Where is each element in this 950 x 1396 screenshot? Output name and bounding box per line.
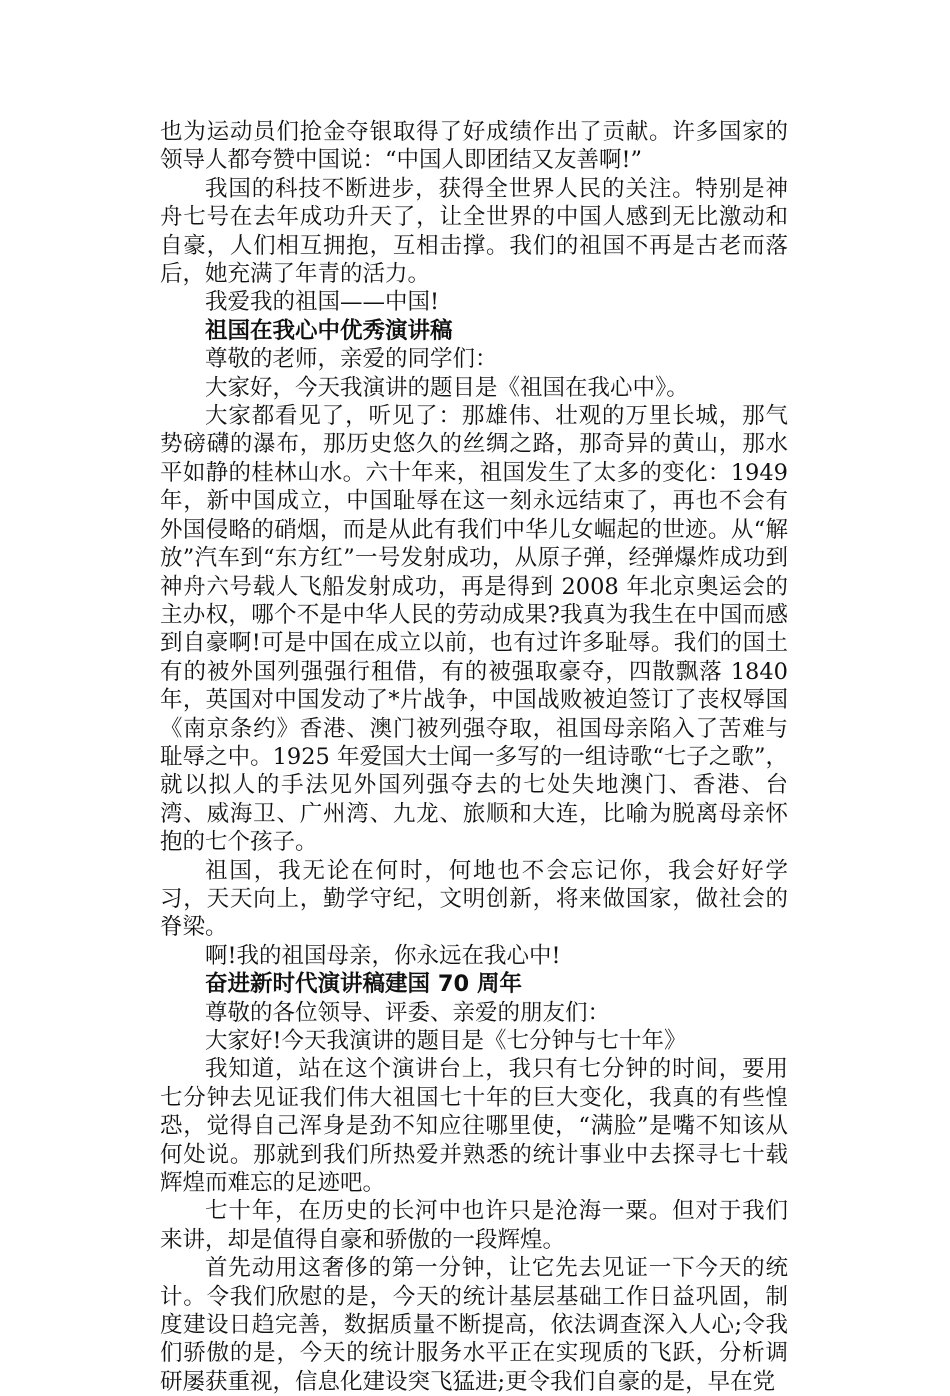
section-heading-new-era-speech: 奋进新时代演讲稿建国 70 周年 [205,971,522,998]
paragraph-never-forget: 祖国，我无论在何时，何地也不会忘记你，我会好好学习，天天向上，勤学守纪，文明创新，将来做国家，做社会的脊梁。 [160,857,788,941]
paragraph-seventy-years: 七十年，在历史的长河中也许只是沧海一粟。但对于我们来讲，却是值得自豪和骄傲的一段辉煌。 [160,1198,788,1253]
document-body [160,118,788,1396]
paragraph-technology: 我国的科技不断进步，获得全世界人民的关注。特别是神舟七号在去年成功升天了，让全世界的中国人感到无比激动和自豪，人们相互拥抱，互相击撑。我们的祖国不再是古老而落后，她充满了年青的活力。 [160,175,788,288]
paragraph-salutation-leaders: 尊敬的各位领导、评委、亲爱的朋友们： [205,999,611,1026]
paragraph-continuation: 也为运动员们抢金夺银取得了好成绩作出了贡献。许多国家的领导人都夸赞中国说：“中国人即团结又友善啊!” [160,119,788,174]
paragraph-first-minute: 首先动用这奢侈的第一分钟，让它先去见证一下今天的统计。令我们欣慰的是，今天的统计基层基础工作日益巩固，制度建设日趋完善，数据质量不断提高，依法调查深入人心;令我们骄傲的是，今天的统计服务水平正在实现质的飞跃，分析调研屡获重视，信息化建设突飞猛进;更令我们自豪的是，早在党 [160,1255,788,1395]
paragraph-seven-minutes: 我知道，站在这个演讲台上，我只有七分钟的时间，要用七分钟去见证我们伟大祖国七十年的巨大变化，我真的有些惶恐，觉得自己浑身是劲不知应往哪里使，“满脸”是嘴不知该从何处说。那就到我们所热爱并熟悉的统计事业中去探寻七十载辉煌而难忘的足迹吧。 [160,1056,788,1197]
paragraph-history: 大家都看见了，听见了：那雄伟、壮观的万里长城，那气势磅礴的瀑布，那历史悠久的丝绸之路，那奇异的黄山，那水平如静的桂林山水。六十年来，祖国发生了太多的变化：1949 年，新中国成立，中国耻辱在这一刻永远结束了，再也不会有外国侵略的硝烟，而是从此有我们中华儿女崛起的世迹。从“解放”汽车到“东方红”一号发射成功，从原子弹，经弹爆炸成功到神舟六号载人飞船发射成功，再是得到 2008 年北京奥运会的主办权，哪个不是中华人民的劳动成果?我真为我生在中国而感到自豪啊!可是中国在成立以前，也有过许多耻辱。我们的国土有的被外国列强强行租借，有的被强取豪夺，四散飘落 1840 年，英国对中国发动了*片战争，中国战败被迫签订了丧权辱国《南京条约》香港、澳门被列强夺取，祖国母亲陷入了苦难与耻辱之中。1925 年爱国大士闻一多写的一组诗歌“七子之歌”，就以拟人的手法见外国列强夺去的七处失地澳门、香港、台湾、威海卫、广州湾、九龙、旅顺和大连，比喻为脱离母亲怀抱的七个孩子。 [160,403,788,856]
section-heading-motherland-speech: 祖国在我心中优秀演讲稿 [205,317,453,344]
paragraph-exclamation: 啊!我的祖国母亲，你永远在我心中! [205,942,561,969]
paragraph-love-motherland: 我爱我的祖国——中国! [205,289,440,316]
paragraph-speech-title-seventy: 大家好!今天我演讲的题目是《七分钟与七十年》 [205,1028,687,1054]
paragraph-salutation-teachers: 尊敬的老师，亲爱的同学们： [205,346,498,373]
paragraph-speech-title: 大家好，今天我演讲的题目是《祖国在我心中》。 [205,374,689,401]
